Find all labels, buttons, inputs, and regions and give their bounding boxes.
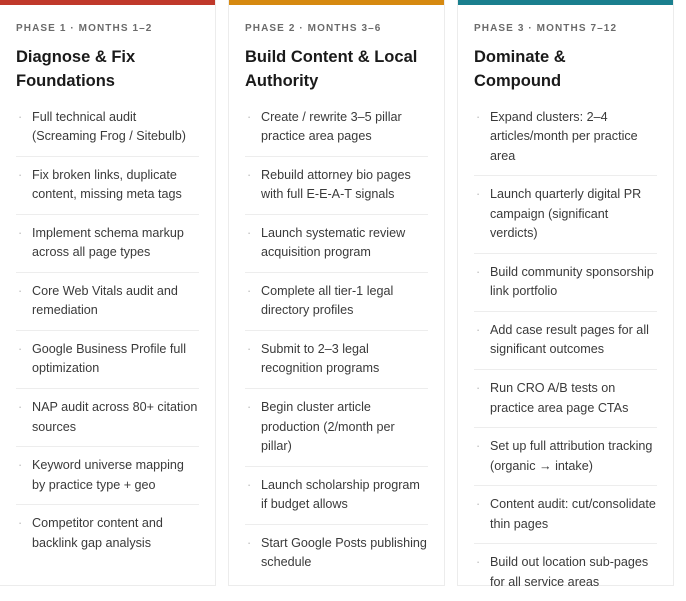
list-item-label: Fix broken links, duplicate content, missing meta tags bbox=[32, 167, 182, 202]
list-item-label: Set up full attribution tracking (organic → intake) bbox=[490, 439, 653, 473]
list-item-label: Add case result pages for all significant outcomes bbox=[490, 322, 649, 357]
list-item bbox=[245, 108, 428, 157]
list-item-label: Launch quarterly digital PR campaign (significant verdicts) bbox=[490, 187, 642, 241]
list-item bbox=[474, 321, 657, 370]
phase-item-list-3 bbox=[474, 108, 657, 601]
list-item-label: Start Google Posts publishing schedule bbox=[261, 535, 427, 570]
phase-title-1: Diagnose & Fix Foundations bbox=[16, 48, 136, 90]
phase-card-3 bbox=[458, 0, 673, 589]
bullet-icon: · bbox=[247, 400, 252, 414]
list-item-label: Core Web Vitals audit and remediation bbox=[32, 283, 178, 318]
list-item-label: Implement schema markup across all page types bbox=[32, 225, 184, 260]
list-item bbox=[245, 534, 428, 582]
bullet-icon: · bbox=[18, 341, 23, 356]
bullet-icon: · bbox=[476, 497, 481, 512]
list-item-label: Begin cluster article production (2/month per pillar) bbox=[261, 400, 395, 454]
list-item bbox=[245, 166, 428, 215]
list-item bbox=[474, 553, 657, 601]
list-item-label: Create / rewrite 3–5 pillar practice area pages bbox=[261, 109, 402, 144]
list-item bbox=[16, 398, 199, 447]
bullet-icon: · bbox=[18, 516, 23, 531]
list-item-label: Complete all tier-1 legal directory profiles bbox=[261, 283, 394, 318]
list-item bbox=[474, 185, 657, 254]
list-item-label: Google Business Profile full optimization bbox=[32, 341, 187, 376]
list-item bbox=[245, 282, 428, 331]
list-item bbox=[474, 108, 657, 177]
phase-item-list-2 bbox=[245, 108, 428, 582]
list-item-label: Content audit: cut/consolidate thin pages bbox=[490, 497, 656, 531]
list-item bbox=[16, 224, 199, 273]
bullet-icon: · bbox=[476, 439, 481, 454]
bullet-icon: · bbox=[18, 400, 23, 414]
bullet-icon: · bbox=[247, 109, 252, 124]
list-item bbox=[245, 224, 428, 273]
phase-kicker-2: PHASE 2 · MONTHS 3–6 bbox=[245, 23, 382, 34]
list-item-label: Full technical audit (Screaming Frog / Sitebulb) bbox=[32, 109, 186, 144]
phase-card-1 bbox=[0, 0, 215, 585]
bullet-icon: · bbox=[18, 458, 23, 473]
phase-title-2: Build Content & Local Authority bbox=[245, 48, 418, 90]
list-item bbox=[474, 437, 657, 486]
list-item-label: Launch scholarship program if budget allows bbox=[261, 477, 420, 512]
phase-kicker-3: PHASE 3 · MONTHS 7–12 bbox=[474, 23, 618, 34]
bullet-icon: · bbox=[18, 167, 23, 182]
bullet-icon: · bbox=[18, 225, 23, 240]
bullet-icon: · bbox=[18, 109, 23, 124]
bullet-icon: · bbox=[247, 477, 252, 492]
phase-kicker-1: PHASE 1 · MONTHS 1–2 bbox=[16, 23, 153, 34]
list-item-label: Submit to 2–3 legal recognition programs bbox=[261, 341, 380, 376]
bullet-icon: · bbox=[476, 109, 481, 124]
list-item bbox=[16, 514, 199, 562]
bullet-icon: · bbox=[476, 381, 481, 395]
list-item bbox=[245, 398, 428, 467]
list-item bbox=[16, 108, 199, 157]
phase-item-list-1 bbox=[16, 108, 199, 562]
list-item bbox=[16, 456, 199, 505]
bullet-icon: · bbox=[247, 225, 252, 240]
bullet-icon: · bbox=[476, 322, 481, 337]
list-item-label: Build out location sub-pages for all service areas bbox=[490, 555, 649, 589]
list-item-label: Run CRO A/B tests on practice area page CTAs bbox=[490, 381, 629, 415]
list-item bbox=[245, 340, 428, 389]
list-item bbox=[245, 476, 428, 525]
list-item-label: NAP audit across 80+ citation sources bbox=[32, 400, 198, 434]
list-item-label: Expand clusters: 2–4 articles/month per practice area bbox=[490, 109, 638, 163]
list-item bbox=[16, 340, 199, 389]
list-item bbox=[474, 263, 657, 312]
list-item-label: Keyword universe mapping by practice type + geo bbox=[32, 458, 184, 492]
phase-title-3: Dominate & Compound bbox=[474, 48, 566, 90]
bullet-icon: · bbox=[247, 535, 252, 550]
phase-card-2 bbox=[229, 0, 444, 585]
bullet-icon: · bbox=[247, 167, 252, 182]
list-item-label: Launch systematic review acquisition program bbox=[261, 225, 406, 260]
bullet-icon: · bbox=[247, 283, 252, 298]
list-item bbox=[16, 166, 199, 215]
list-item bbox=[474, 379, 657, 428]
bullet-icon: · bbox=[476, 187, 481, 202]
list-item bbox=[16, 282, 199, 331]
list-item-label: Build community sponsorship link portfolio bbox=[490, 264, 654, 299]
bullet-icon: · bbox=[18, 283, 23, 298]
list-item-label: Competitor content and backlink gap analysis bbox=[32, 516, 163, 550]
bullet-icon: · bbox=[476, 264, 481, 279]
bullet-icon: · bbox=[247, 341, 252, 356]
list-item-label: Rebuild attorney bio pages with full E-E-A-T signals bbox=[261, 167, 411, 202]
list-item bbox=[474, 495, 657, 544]
bullet-icon: · bbox=[476, 555, 481, 570]
